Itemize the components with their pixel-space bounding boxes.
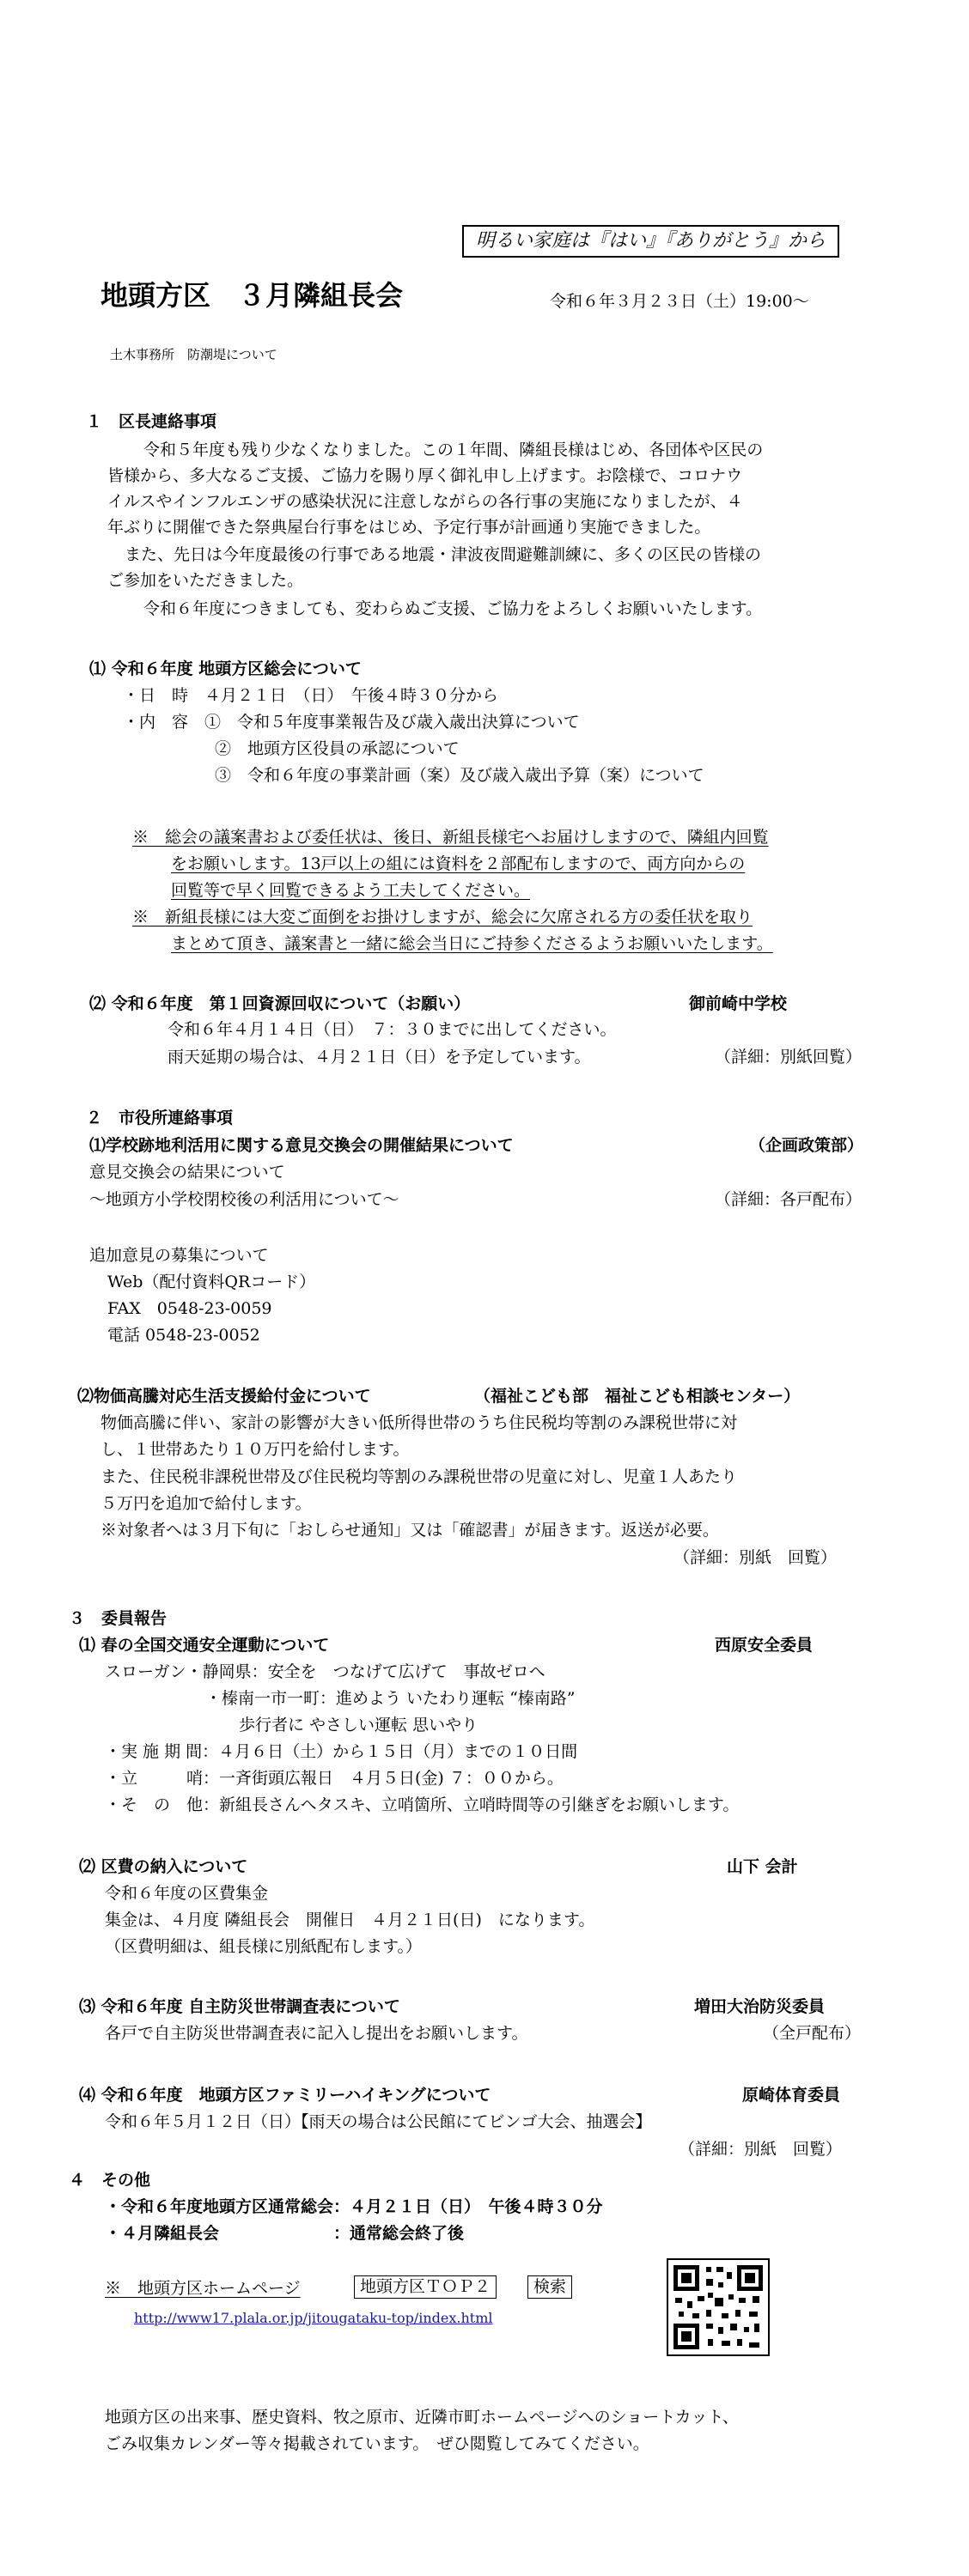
- detail-note: （詳細：別紙回覧）: [715, 1048, 862, 1066]
- s3-item4-text: 令和６年５月１２日（日）【雨天の場合は公民館にてビンゴ大会、抽選会】: [105, 2112, 652, 2131]
- campaign-period: ・実 施 期 間：４月６日（土）から１５日（月）までの１０日間: [105, 1742, 578, 1761]
- detail-note: （全戸配布）: [763, 2024, 862, 2043]
- footer-text-line: 地頭方区の出来事、歴史資料、牧之原市、近隣市町ホームページへのショートカット、: [105, 2408, 739, 2427]
- s3-item1-heading: ⑴ 春の全国交通安全運動について: [79, 1636, 330, 1655]
- s3-item4-heading: ⑷ 令和６年度 地頭方区ファミリーハイキングについて: [79, 2086, 491, 2105]
- s2-item2-text: ※対象者へは３月下旬に「おしらせ通知」又は「確認書」が届きます。返送が必要。: [101, 1521, 719, 1540]
- homepage-url-link[interactable]: http://www17.plala.or.jp/jitougataku-top/index.html: [134, 2310, 493, 2326]
- motto-box: 明るい家庭は『はい』『ありがとう』から: [462, 225, 839, 258]
- contact-web: Web（配付資料QRコード）: [107, 1273, 316, 1291]
- section-4-heading: ４ その他: [69, 2171, 151, 2190]
- detail-note: （詳細：別紙 回覧）: [673, 1548, 838, 1567]
- s2-item2-heading: ⑵物価高騰対応生活支援給付金について: [77, 1387, 371, 1406]
- qr-code-icon: [667, 2258, 770, 2356]
- agenda-item: ② 地頭方区役員の承認について: [215, 739, 460, 758]
- page-title: 地頭方区 ３月隣組長会: [101, 279, 404, 312]
- s1-text-line: ご参加をいただきました。: [107, 571, 304, 590]
- meeting-date: 令和６年３月２３日（土）19:00～: [550, 292, 809, 311]
- footer-text-line: ごみ収集カレンダー等々掲載されています。 ぜひ閲覧してみてください。: [105, 2434, 649, 2453]
- s2-item2-text: し、１世帯あたり１０万円を給付します。: [101, 1440, 410, 1459]
- section-1-heading: １ 区長連絡事項: [86, 412, 217, 431]
- s2-item2-text: また、住民税非課税世帯及び住民税均等割のみ課税世帯の児童に対し、児童１人あたり: [101, 1467, 738, 1486]
- note-line: まとめて頂き、議案書と一緒に総会当日にご持参くださるようお願いいたします。: [171, 934, 773, 953]
- s1-text-line: 年ぶりに開催できた祭典屋台行事をはじめ、予定行事が計画通り実施できました。: [107, 518, 711, 537]
- agenda-item: ・内 容 ① 令和５年度事業報告及び歳入歳出決算について: [123, 713, 580, 732]
- slogan-line: ・榛南一市一町：進めよう いたわり運転 “榛南路”: [205, 1689, 576, 1708]
- contact-phone: 電話 0548-23-0052: [107, 1326, 260, 1345]
- s2-item2-text: 物価高騰に伴い、家計の影響が大きい低所得世帯のうち住民税均等割のみ課税世帯に対: [101, 1413, 738, 1432]
- s4-item-april-meeting: ・４月隣組長会 ：通常総会終了後: [105, 2224, 465, 2243]
- s2-item1-heading: ⑴学校跡地利活用に関する意見交換会の開催結果について: [89, 1136, 514, 1155]
- agenda-item: ③ 令和６年度の事業計画（案）及び歳入歳出予算（案）について: [215, 766, 704, 785]
- s3-item1-org: 西原安全委員: [715, 1636, 814, 1655]
- campaign-other: ・そ の 他：新組長さんへタスキ、立哨箇所、立哨時間等の引継ぎをお願いします。: [105, 1795, 740, 1814]
- section-3-heading: ３ 委員報告: [69, 1609, 168, 1628]
- s1-text-line: 皆様から、多大なるご支援、ご協力を賜り厚く御礼申し上げます。お陰様で、コロナウ: [107, 466, 743, 485]
- s3-item3-org: 増田大治防災委員: [694, 1997, 826, 2016]
- s3-item2-text: （区費明細は、組長様に別紙配布します。）: [105, 1937, 422, 1956]
- detail-note: （詳細：別紙 回覧）: [679, 2140, 843, 2159]
- slogan-line: 歩行者に やさしい運転 思いやり: [239, 1716, 478, 1735]
- s1-text-line: 令和６年度につきましても、変わらぬご支援、ご協力をよろしくお願いいたします。: [143, 599, 763, 618]
- s2-item2-text: ５万円を追加で給付します。: [101, 1494, 312, 1513]
- s1-text-line: イルスやインフルエンザの感染状況に注意しながらの各行事の実施になりましたが、４: [107, 492, 743, 511]
- additional-opinion-title: 追加意見の募集について: [89, 1246, 269, 1265]
- s1-text-line: また、先日は今年度最後の行事である地震・津波夜間避難訓練に、多くの区民の皆様の: [125, 545, 762, 564]
- s3-item2-heading: ⑵ 区費の納入について: [79, 1857, 248, 1876]
- s3-item2-org: 山下 会計: [727, 1857, 798, 1876]
- note-line: ※ 新組長様には大変ご面倒をお掛けしますが、総会に欠席される方の委任状を取り: [132, 908, 753, 927]
- s1-text-line: 令和５年度も残り少なくなりました。この１年間、隣組長様はじめ、各団体や区民の: [143, 440, 764, 459]
- campaign-kickoff: ・立 哨：一斉街頭広報日 ４月５日(金) ７：００から。: [105, 1769, 564, 1788]
- s1-item2-org: 御前崎中学校: [689, 994, 788, 1013]
- note-line: ※ 総会の議案書および委任状は、後日、新組長様宅へお届けしますので、隣組内回覧: [132, 828, 769, 847]
- meeting-datetime: ・日 時 ４月２１日 （日） 午後４時３０分から: [123, 686, 499, 705]
- s2-item1-text: ～地頭方小学校閉校後の利活用について～: [89, 1190, 399, 1209]
- s1-item2-heading: ⑵ 令和６年度 第１回資源回収について（お願い）: [89, 994, 471, 1013]
- slogan-line: スローガン・静岡県：安全を つなげて広げて 事故ゼロへ: [105, 1662, 545, 1681]
- s3-item2-text: 集金は、４月度 隣組長会 開催日 ４月２１日(日) になります。: [105, 1911, 595, 1929]
- section-2-heading: ２ 市役所連絡事項: [86, 1109, 234, 1127]
- s2-item2-org: （福祉こども部 福祉こども相談センター）: [474, 1387, 801, 1406]
- note-line: 回覧等で早く回覧できるよう工夫してください。: [171, 881, 531, 900]
- homepage-label: ※ 地頭方区ホームページ: [105, 2279, 301, 2298]
- subtitle: 土木事務所 防潮堤について: [110, 347, 277, 362]
- s3-item3-text: 各戸で自主防災世帯調査表に記入し提出をお願いします。: [105, 2024, 528, 2043]
- s4-item-general-meeting: ・令和６年度地頭方区通常総会：４月２１日（日） 午後４時３０分: [105, 2197, 603, 2216]
- homepage-search-box[interactable]: 地頭方区ＴＯＰ２: [354, 2275, 497, 2299]
- contact-fax: FAX 0548-23-0059: [107, 1299, 272, 1318]
- rain-date: 雨天延期の場合は、４月２１日（日）を予定しています。: [168, 1048, 591, 1066]
- s1-item1-heading: ⑴ 令和６年度 地頭方区総会について: [89, 659, 362, 678]
- note-line: をお願いします。13戸以上の組には資料を２部配布しますので、両方向からの: [171, 854, 746, 873]
- s2-item1-org: （企画政策部）: [749, 1136, 864, 1155]
- s3-item2-text: 令和６年度の区費集金: [105, 1884, 269, 1903]
- s3-item3-heading: ⑶ 令和６年度 自主防災世帯調査表について: [79, 1997, 400, 2016]
- detail-note: （詳細：各戸配布）: [715, 1190, 862, 1209]
- collection-date: 令和６年４月１４日（日） ７：３０までに出してください。: [168, 1020, 617, 1039]
- s2-item1-text: 意見交換会の結果について: [89, 1163, 285, 1182]
- search-button[interactable]: 検索: [527, 2275, 572, 2299]
- s3-item4-org: 原崎体育委員: [742, 2086, 841, 2105]
